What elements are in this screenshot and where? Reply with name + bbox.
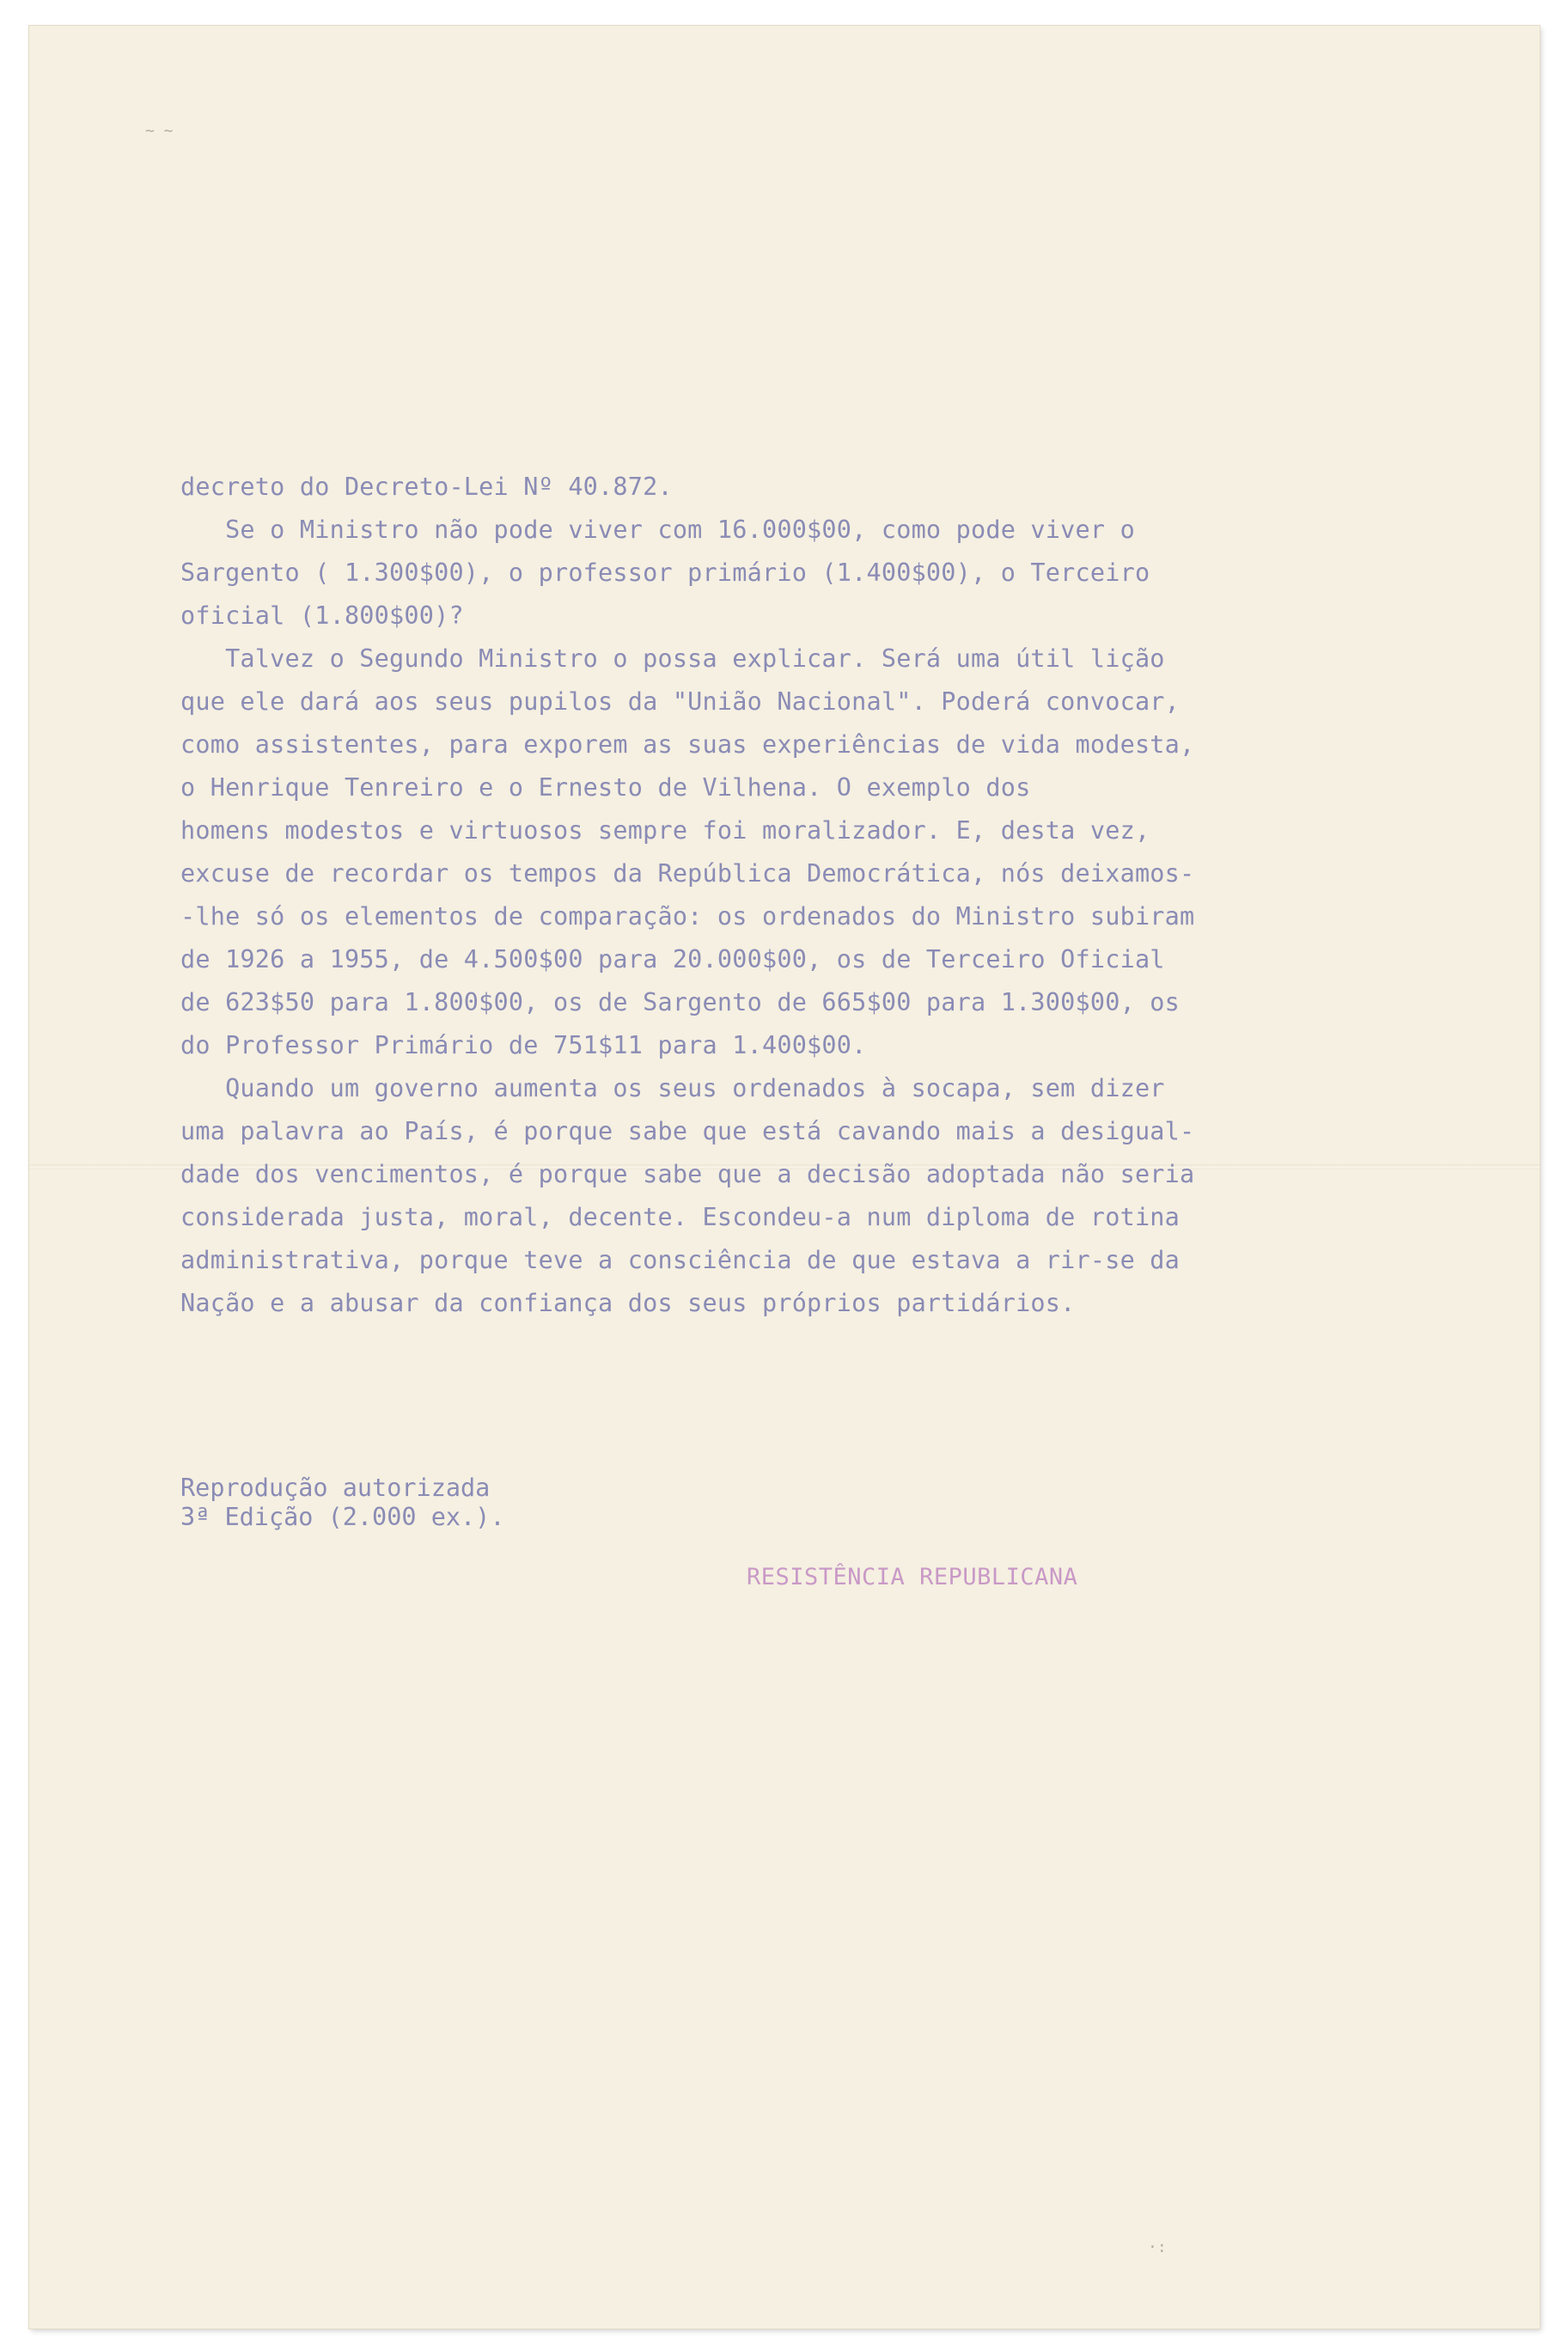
text-line: que ele dará aos seus pupilos da "União Nacional". Poderá convocar, bbox=[180, 687, 1181, 716]
text-line: de 1926 a 1955, de 4.500$00 para 20.000$00, os de Terceiro Oficial bbox=[180, 945, 1165, 974]
text-line: -lhe só os elementos de comparação: os ordenados do Ministro subiram bbox=[180, 902, 1195, 931]
reproduction-note: Reprodução autorizada bbox=[180, 1474, 491, 1502]
text-line: de 623$50 para 1.800$00, os de Sargento de 665$00 para 1.300$00, os bbox=[180, 988, 1181, 1016]
text-line: Nação e a abusar da confiança dos seus próprios partidários. bbox=[180, 1289, 1076, 1317]
text-line: do Professor Primário de 751$11 para 1.400$00. bbox=[180, 1031, 867, 1059]
text-line: decreto do Decreto-Lei Nº 40.872. bbox=[180, 473, 673, 501]
body-text bbox=[180, 466, 1418, 1325]
page-mark-top: ~ ~ bbox=[145, 122, 174, 140]
text-line: Se o Ministro não pode viver com 16.000$00, como pode viver o bbox=[180, 516, 1135, 544]
edition-note: 3ª Edição (2.000 ex.). bbox=[180, 1503, 505, 1531]
text-line: administrativa, porque teve a consciência de que estava a rir-se da bbox=[180, 1246, 1181, 1274]
text-line: Talvez o Segundo Ministro o possa explicar. Será uma útil lição bbox=[180, 644, 1165, 673]
text-line: Quando um governo aumenta os seus ordenados à socapa, sem dizer bbox=[180, 1074, 1165, 1102]
signature-stamp: RESISTÊNCIA REPUBLICANA bbox=[747, 1564, 1078, 1590]
text-line: como assistentes, para exporem as suas experiências de vida modesta, bbox=[180, 730, 1195, 759]
text-line: Sargento ( 1.300$00), o professor primário (1.400$00), o Terceiro bbox=[180, 559, 1150, 587]
text-line: oficial (1.800$00)? bbox=[180, 601, 464, 630]
text-line: considerada justa, moral, decente. Escondeu-a num diploma de rotina bbox=[180, 1203, 1181, 1231]
page-mark-bottom: ·: bbox=[1148, 2238, 1167, 2256]
text-line: o Henrique Tenreiro e o Ernesto de Vilhena. O exemplo dos bbox=[180, 773, 1031, 802]
footer-note bbox=[180, 1474, 505, 1532]
text-line: excuse de recordar os tempos da República Democrática, nós deixamos- bbox=[180, 859, 1195, 888]
text-line: dade dos vencimentos, é porque sabe que a decisão adoptada não seria bbox=[180, 1160, 1195, 1188]
paper-sheet bbox=[29, 26, 1540, 2329]
text-line: homens modestos e virtuosos sempre foi moralizador. E, desta vez, bbox=[180, 816, 1150, 845]
text-line: uma palavra ao País, é porque sabe que está cavando mais a desigual- bbox=[180, 1117, 1195, 1145]
